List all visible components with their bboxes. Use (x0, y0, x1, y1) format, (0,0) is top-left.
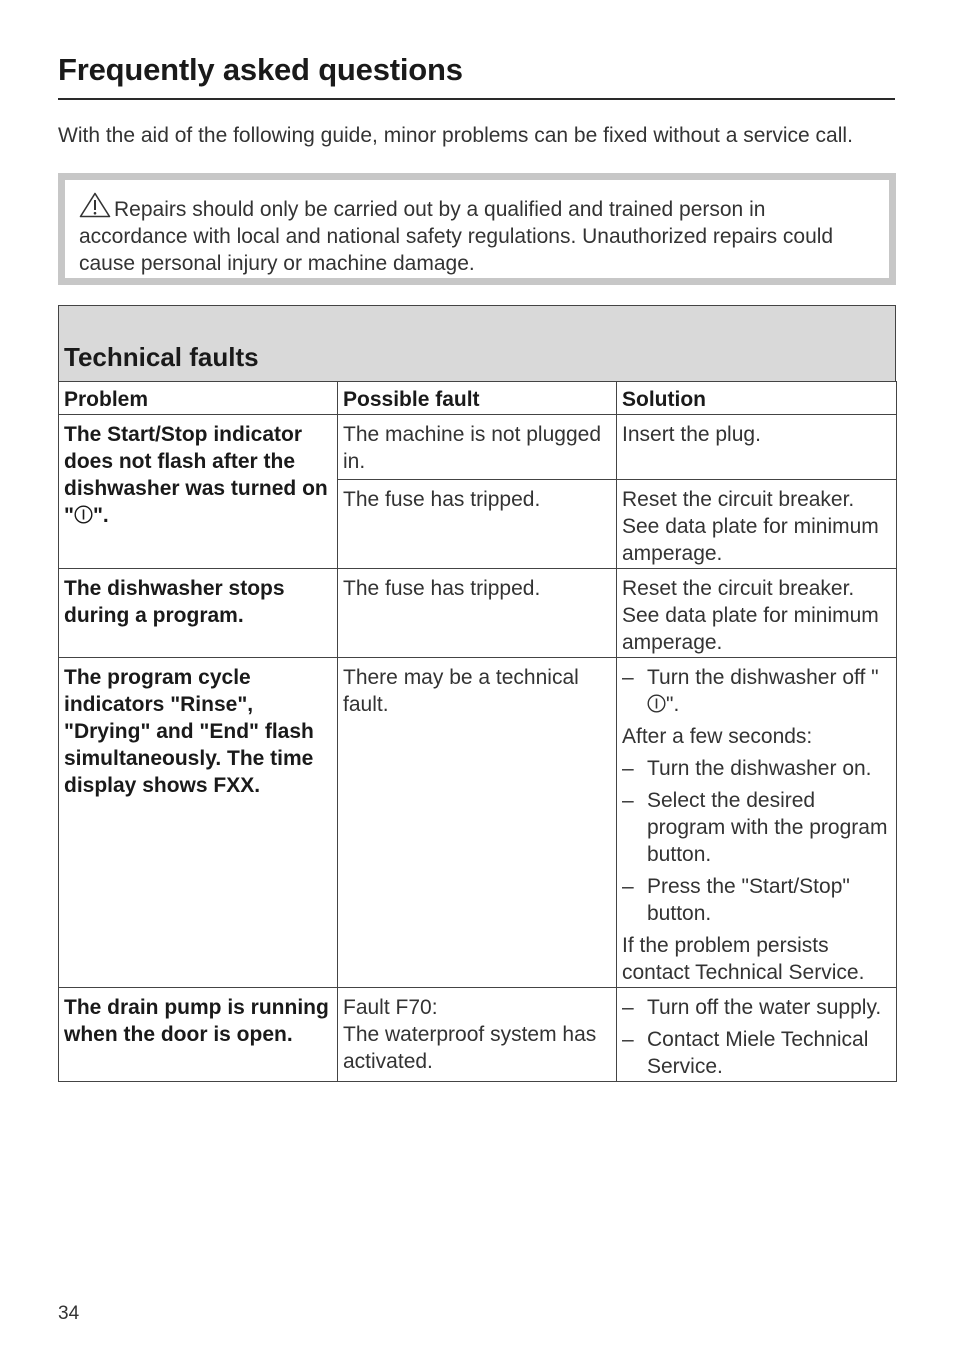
page-title: Frequently asked questions (58, 52, 463, 87)
problem-cell: The program cycle indicators "Rinse", "Drying" and "End" flash simultaneously. The time display shows FXX. (59, 658, 338, 988)
column-header-solution: Solution (617, 382, 897, 415)
solution-cell: Reset the circuit breaker. See data plate for minimum amperage. (617, 480, 897, 569)
table-row (59, 988, 897, 1082)
solution-note: After a few seconds: (622, 725, 813, 748)
problem-cell: The Start/Stop indicator does not flash after the dishwasher was turned on " ". (59, 415, 338, 569)
faults-table (58, 381, 897, 1082)
warning-box (58, 173, 896, 285)
title-divider (58, 98, 895, 100)
dash-bullet: – (622, 789, 634, 812)
fault-cell: There may be a technical fault. (338, 658, 617, 988)
solution-cell (617, 658, 897, 988)
intro-text: With the aid of the following guide, minor problems can be fixed without a service call. (58, 124, 853, 147)
column-header-fault: Possible fault (338, 382, 617, 415)
warning-text: Repairs should only be carried out by a qualified and trained person in accordance with local and national safety regulations. Unauthorized repairs could cause personal injury or machine damage. (79, 198, 834, 275)
table-row (59, 569, 897, 658)
fault-cell: The machine is not plugged in. (338, 415, 617, 480)
dash-bullet: – (622, 1028, 634, 1051)
page-number: 34 (58, 1303, 80, 1324)
solution-step: – Turn the dishwasher on. (622, 757, 872, 780)
fault-cell: The fuse has tripped. (338, 480, 617, 569)
table-row (59, 658, 897, 988)
solution-step: – Turn the dishwasher off "". (622, 666, 879, 716)
solution-step: – Contact Miele Technical Service. (622, 1028, 869, 1078)
fault-cell: The fuse has tripped. (338, 569, 617, 658)
dash-bullet: – (622, 875, 634, 898)
section-title: Technical faults (64, 342, 259, 372)
column-header-problem: Problem (59, 382, 338, 415)
problem-cell: The drain pump is running when the door is open. (59, 988, 338, 1082)
power-off-icon (647, 694, 666, 713)
table-header-row (59, 382, 897, 415)
solution-step: – Select the desired program with the program button. (622, 789, 888, 866)
fault-cell: Fault F70: The waterproof system has activated. (338, 988, 617, 1082)
solution-note: If the problem persists contact Technical Service. (622, 934, 865, 984)
solution-cell: Reset the circuit breaker. See data plate for minimum amperage. (617, 569, 897, 658)
table-row (59, 415, 897, 480)
solution-step: – Press the "Start/Stop" button. (622, 875, 850, 925)
section-header (58, 305, 896, 382)
solution-cell (617, 988, 897, 1082)
power-on-icon (74, 505, 93, 524)
solution-cell: Insert the plug. (617, 415, 897, 480)
dash-bullet: – (622, 996, 634, 1019)
dash-bullet: – (622, 666, 634, 689)
problem-cell: The dishwasher stops during a program. (59, 569, 338, 658)
warning-triangle-icon (79, 192, 111, 218)
solution-step: – Turn off the water supply. (622, 996, 882, 1019)
dash-bullet: – (622, 757, 634, 780)
